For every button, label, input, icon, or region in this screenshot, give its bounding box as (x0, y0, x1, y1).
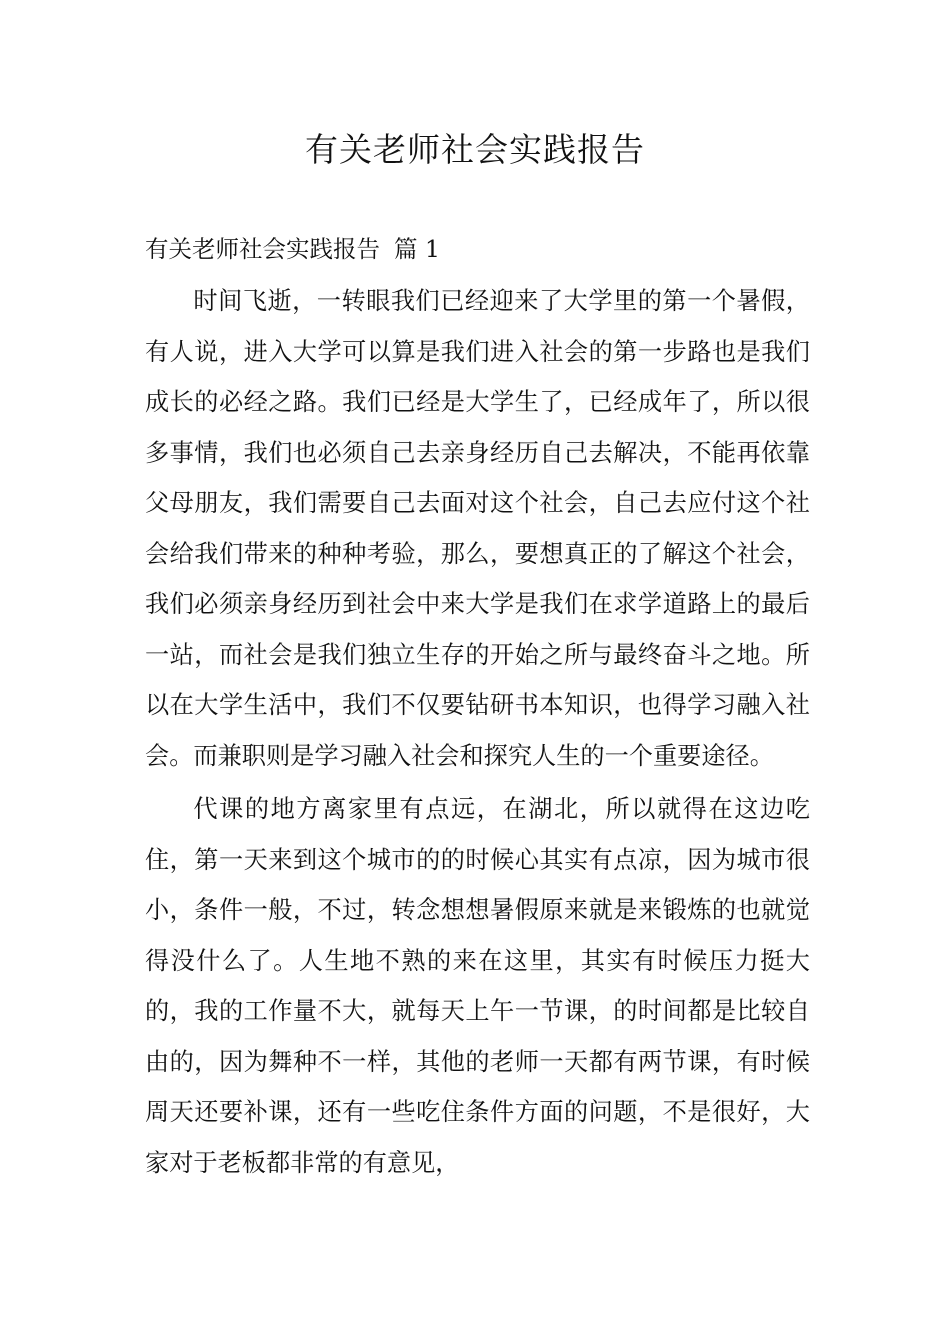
document-body (145, 276, 810, 1188)
section-heading-text: 有关老师社会实践报告 (145, 235, 380, 263)
paragraph-2: 代课的地方离家里有点远，在湖北，所以就得在这边吃住，第一天来到这个城市的的时候心其实有点凉，因为城市很小，条件一般，不过，转念想想暑假原来就是来锻炼的也就觉得没什么了。人生地不熟的来在这里，其实有时候压力挺大的，我的工作量不大，就每天上午一节课，的时间都是比较自由的，因为舞种不一样，其他的老师一天都有两节课，有时候周天还要补课，还有一些吃住条件方面的问题，不是很好，大家对于老板都非常的有意见， (145, 795, 810, 1177)
paragraph-1: 时间飞逝，一转眼我们已经迎来了大学里的第一个暑假，有人说，进入大学可以算是我们进入社会的第一步路也是我们成长的必经之路。我们已经是大学生了，已经成年了，所以很多事情，我们也必须自己去亲身经历自己去解决，不能再依靠父母朋友，我们需要自己去面对这个社会，自己去应付这个社会给我们带来的种种考验，那么，要想真正的了解这个社会，我们必须亲身经历到社会中来大学是我们在求学道路上的最后一站，而社会是我们独立生存的开始之所与最终奋斗之地。所以在大学生活中，我们不仅要钻研书本知识，也得学习融入社会。而兼职则是学习融入社会和探究人生的一个重要途径。 (145, 287, 810, 770)
document-title: 有关老师社会实践报告 (305, 130, 645, 169)
section-part-number: 篇 1 (394, 235, 440, 263)
section-heading (145, 229, 440, 269)
